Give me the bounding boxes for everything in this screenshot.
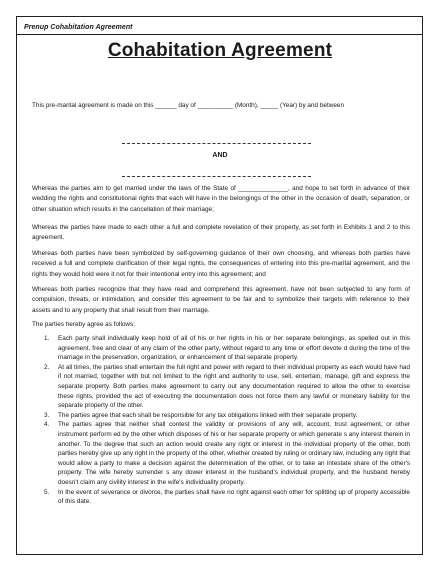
whereas-paragraph: Whereas both parties have been symbolized by self-governing guidance of their own choosing, and whereas both parties have received a full and complete clarification of their legal rights, the consequences of entering into this pre-marital agreement, and the rights they would hold were it not for their intentional entry into this agreement; and — [32, 250, 410, 278]
list-text: At all times, the parties shall entertain the full right and power with regard to their individual property as each would have had if not married, together with but not limited to the right and authority to use, sell, entertain, manage, gift and express the separate property. Both parties make agreement to carry out any documentation required to allow the other to exercise these rights, provided the act of executing the documentation does not force them any lawful or monetary liability for the separate property of the other. — [58, 363, 410, 410]
list-number: 3. — [44, 411, 50, 419]
terms-list — [32, 334, 410, 507]
list-item — [32, 488, 410, 507]
list-text: Each party shall individually keep hold of all of his or her rights in his or her separate belongings, as spelled out in this agreement, free and clear of any claim of the other party, without regard to any time or effort devote d during the time of the marriage in the preservation, organization, or enhancement of that separate property. — [58, 335, 410, 362]
list-number: 5. — [44, 488, 50, 496]
list-text: The parties agree that neither shall contest the validity or provisions of any will, account, trust agreement, or other instrument perform ed by the other which disposes of his or her separate property or which generate s any interest therein in another. To the degree that such an action would create any right or interest in the individual property of the other, both parties hereby give up any right in the property of the other, whether created by ruling or ordinary law, including any right that would allow a party to make a decision against the determination of the other, or to take an intestate share of the other's property. The wife hereby surrender s any dower interest in the husband's individual property, and the husband hereby doesn't claim any civility interest in the wife's individuality property. — [58, 421, 410, 486]
list-item — [32, 334, 410, 363]
document-header: Prenup Cohabitation Agreement — [24, 24, 133, 31]
list-number: 4. — [44, 421, 50, 429]
intro-paragraph: This pre-marital agreement is made on this ______ day of __________ (Month), _____ (Year) by and between — [32, 102, 345, 109]
list-number: 1. — [44, 335, 50, 342]
party-two-line — [122, 176, 311, 177]
whereas-paragraph: Whereas both parties recognize that they have read and comprehend this agreement, have not been subjected to any form of compulsion, threats, or intimidation, and consider this agreement to be fair and to symbolize their targets with reference to their assets and to any property that shall result from their marriage. — [32, 286, 410, 314]
list-number: 2. — [44, 363, 50, 371]
list-text: In the event of severance or divorce, the parties shall have no right against each other for splitting up of property accessible of this date. — [58, 488, 410, 506]
list-item — [32, 411, 410, 421]
header-divider — [17, 34, 422, 35]
list-item — [32, 420, 410, 487]
list-text: The parties agree that each shall be responsible for any tax obligations linked with their separate property. — [58, 411, 358, 419]
whereas-paragraph: Whereas the parties aim to get married under the laws of the State of ______________, and hope to set forth in advance of their wedding the rights and constitutional rights that each will have in the belongings of the other in the occasion of death, separation, or other situation which results in the cancellation of their marriage; — [32, 185, 410, 213]
list-item — [32, 363, 410, 411]
agree-heading: The parties hereby agree as follows: — [32, 321, 136, 328]
document-title: Cohabitation Agreement — [107, 40, 333, 61]
and-label: AND — [212, 152, 228, 159]
party-one-line — [122, 143, 311, 144]
whereas-paragraph: Whereas the parties have made to each other a full and complete revelation of their property, as set forth in Exhibits 1 and 2 to this agreement. — [32, 224, 410, 242]
